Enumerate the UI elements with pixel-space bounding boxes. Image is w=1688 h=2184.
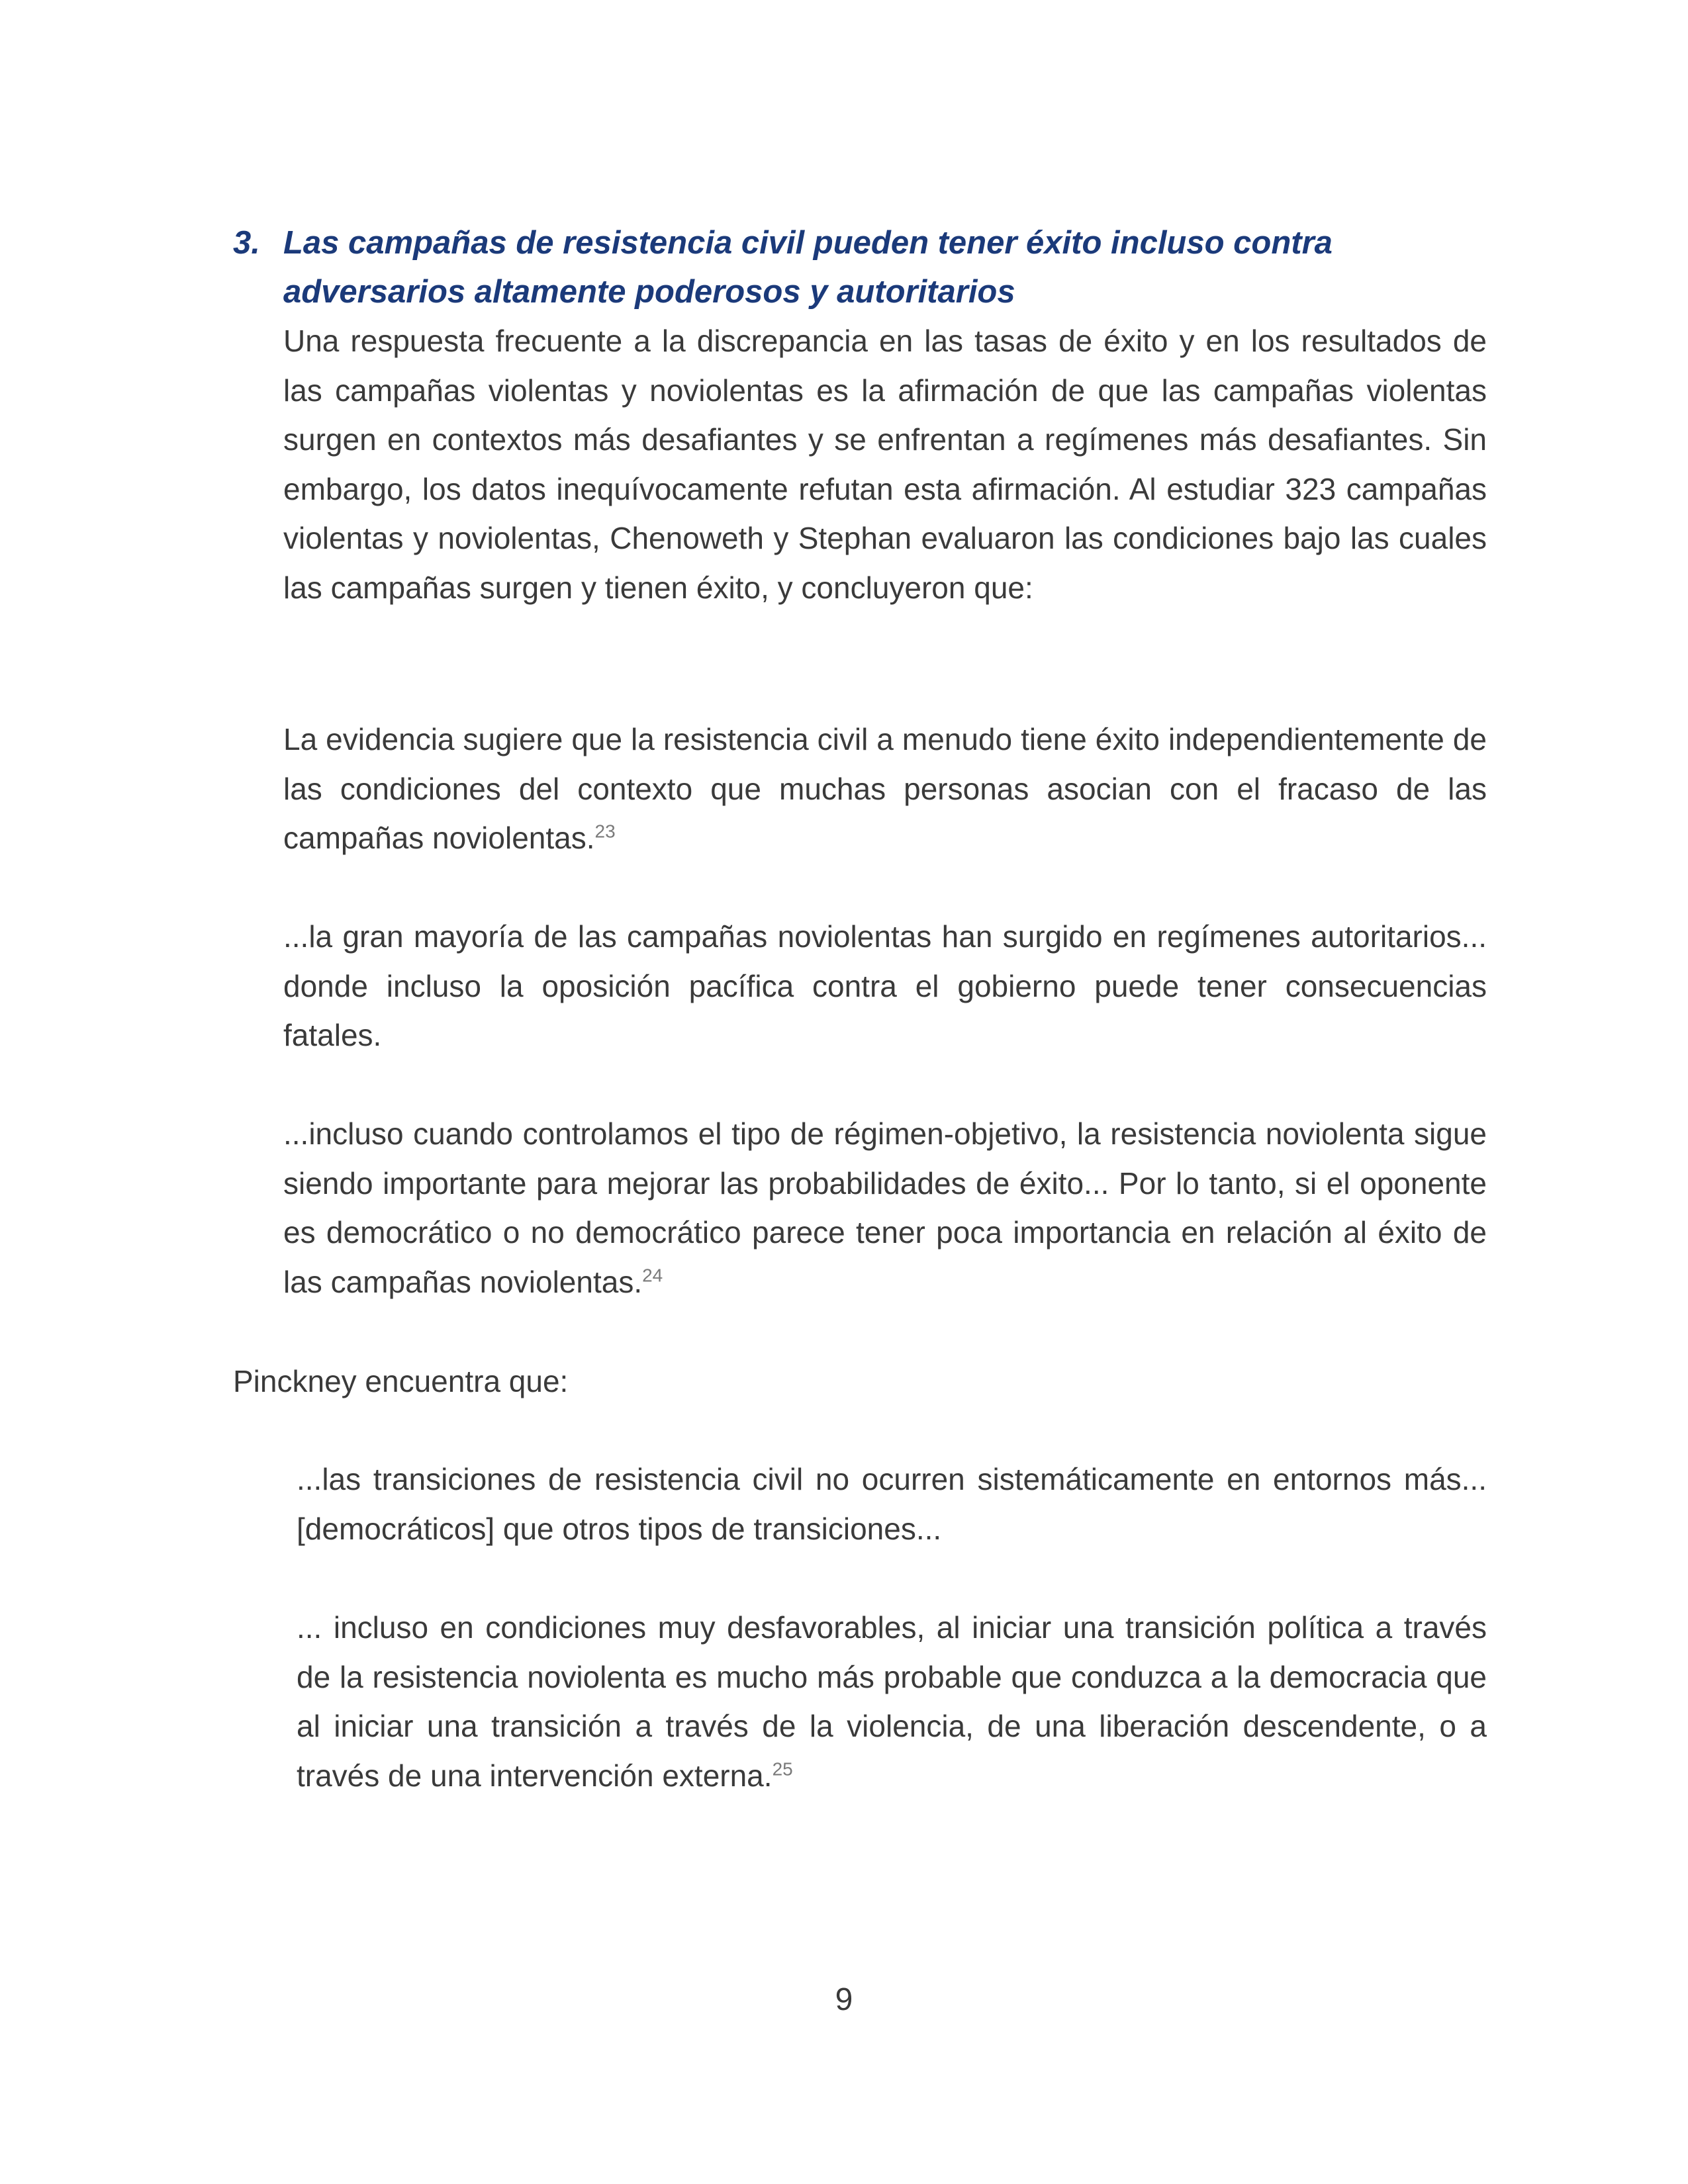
quote-text: ...incluso cuando controlamos el tipo de régimen-objetivo, la resistencia noviolenta sigue siendo importante para mejorar las probabilidades de éxito... Por lo tanto, si el oponente es democrático o no democrático parece tener poca importancia en relación al éxito de las campañas noviolentas. <box>283 1116 1487 1299</box>
footnote-ref[interactable]: 25 <box>772 1758 793 1780</box>
footnote-ref[interactable]: 24 <box>642 1265 663 1286</box>
body-paragraph: Pinckney encuentra que: <box>233 1364 569 1398</box>
quote-paragraph: ...la gran mayoría de las campañas noviolentas han surgido en regímenes autoritarios... donde incluso la oposición pacífica contra el gobierno puede tener consecuencias fatales. <box>283 919 1487 1052</box>
quote-paragraph <box>283 715 1487 863</box>
quote-text: La evidencia sugiere que la resistencia civil a menudo tiene éxito independientemente de las condiciones del contexto que muchas personas asocian con el fracaso de las campañas noviolentas. <box>283 722 1487 855</box>
footnote-ref[interactable]: 23 <box>594 821 616 842</box>
section-title: Las campañas de resistencia civil pueden tener éxito incluso contra adversarios altamente poderosos y autoritarios <box>283 225 1333 310</box>
quote-text: ... incluso en condiciones muy desfavorables, al iniciar una transición política a través de la resistencia noviolenta es mucho más probable que conduzca a la democracia que al iniciar una transición a través de la violencia, de una liberación descendente, o a través de una intervención externa. <box>297 1610 1487 1793</box>
quote-paragraph <box>297 1603 1487 1800</box>
intro-paragraph: Una respuesta frecuente a la discrepancia en las tasas de éxito y en los resultados de las campañas violentas y noviolentas es la afirmación de que las campañas violentas surgen en contextos más desafiantes y se enfrentan a regímenes más desafiantes. Sin embargo, los datos inequívocamente refutan esta afirmación. Al estudiar 323 campañas violentas y noviolentas, Chenoweth y Stephan evaluaron las condiciones bajo las cuales las campañas surgen y tienen éxito, y concluyeron que: <box>283 324 1487 605</box>
section-number: 3. <box>233 225 260 261</box>
page-number: 9 <box>835 1982 853 2017</box>
quote-paragraph: ...las transiciones de resistencia civil no ocurren sistemáticamente en entornos más... [democráticos] que otros tipos de transiciones... <box>297 1462 1487 1546</box>
quote-paragraph <box>283 1109 1487 1306</box>
